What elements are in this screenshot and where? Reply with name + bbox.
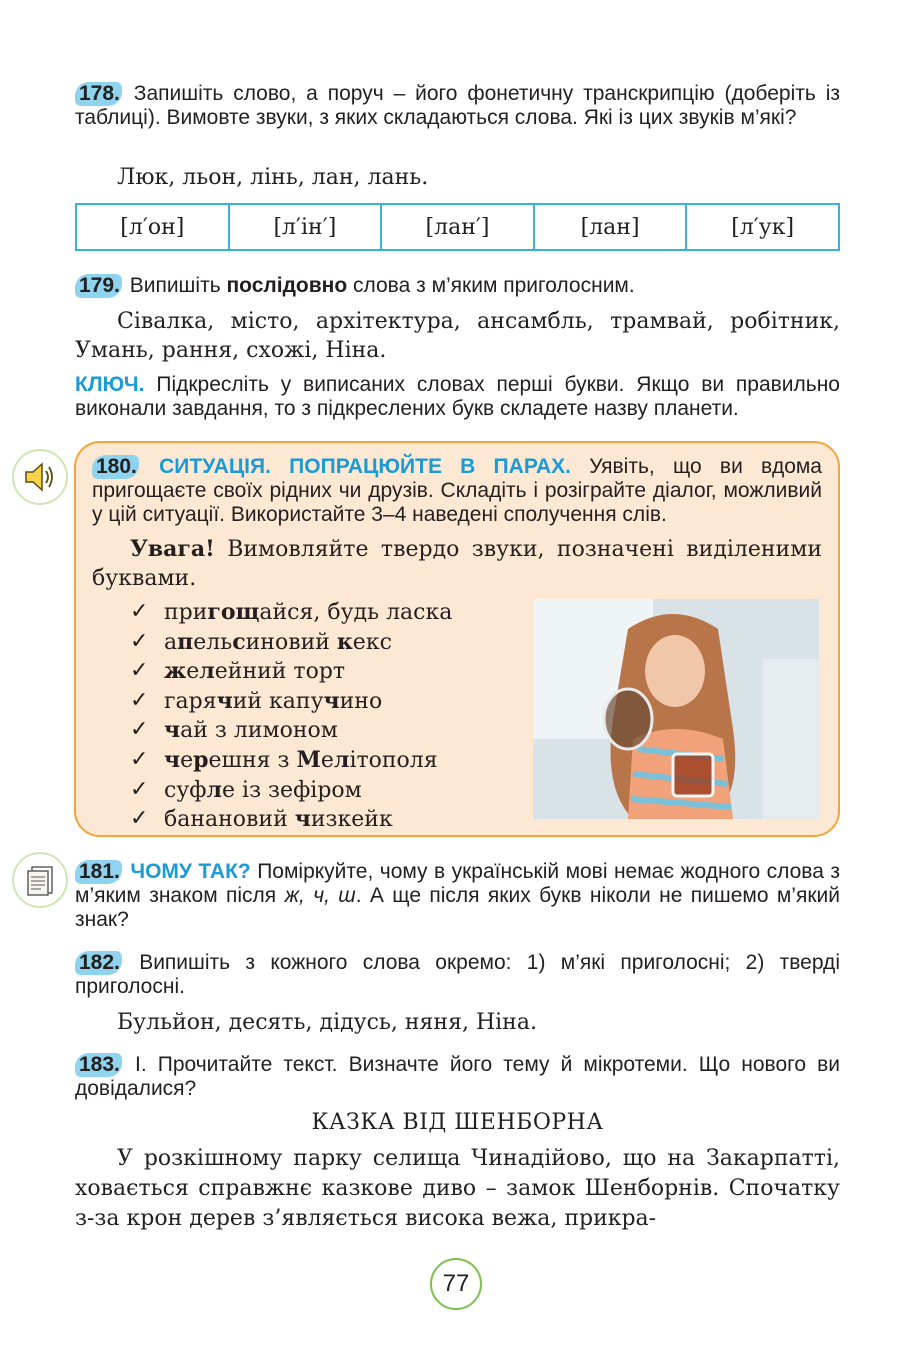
hard-letter: ч [164, 746, 181, 773]
exercise-number: 183. [75, 1053, 122, 1077]
checklist-phrase [164, 805, 393, 835]
exercise-180-task [92, 455, 822, 527]
checklist-phrase [164, 716, 338, 746]
check-icon: ✓ [130, 806, 149, 832]
checklist-item [130, 716, 452, 746]
question-label: ЧОМУ ТАК? [130, 860, 251, 883]
check-icon: ✓ [130, 687, 149, 713]
speaker-icon [12, 449, 68, 505]
phrase-part: гаря [164, 688, 217, 714]
text-title: КАЗКА ВІД ШЕНБОРНА [311, 1110, 604, 1135]
phrase-part: е із зефіром [222, 777, 362, 803]
checklist-item [130, 746, 452, 776]
checklist-item [130, 776, 452, 806]
hard-letter: ж [164, 658, 187, 685]
hard-letter: ч [323, 687, 340, 714]
hard-letter: л [333, 746, 350, 773]
hard-letter: л [206, 776, 223, 803]
task-text: Поміркуйте, чому в українській мові немає жодного слова з м’яким знаком після [75, 860, 840, 907]
checklist-item [130, 687, 452, 717]
task-text: . А ще після яких букв ніколи не пишемо м’який знак? [75, 884, 840, 931]
hard-letter: ч [164, 717, 181, 744]
attention-text: Вимовляйте твердо звуки, позначені виділеними буквами. [92, 537, 822, 591]
transcription-cell: [лан′] [382, 205, 535, 249]
exercise-179-key [75, 373, 840, 421]
checklist-phrase [164, 776, 362, 806]
check-icon: ✓ [130, 628, 149, 654]
exercise-180-attention [92, 535, 822, 593]
exercise-178-task [75, 82, 840, 130]
check-icon: ✓ [130, 746, 149, 772]
transcription-cell: [лан] [535, 205, 688, 249]
phrase-part: е [186, 659, 200, 685]
phrase-part: банановий [164, 807, 295, 833]
situation-label: СИТУАЦІЯ. ПОПРАЦЮЙТЕ В ПАРАХ. [159, 455, 571, 478]
phrase-part: суф [164, 777, 207, 803]
phrase-part: ель [193, 629, 233, 655]
hard-letter: М [296, 746, 321, 773]
hard-letter: к [336, 628, 353, 655]
phrase-part: ітополя [349, 747, 438, 773]
page-number: 77 [430, 1258, 482, 1310]
hard-letter: р [193, 746, 209, 773]
attention-label: Увага! [130, 536, 215, 562]
hard-letter: го [207, 599, 236, 625]
phrase-part: е [180, 747, 194, 773]
task-text: Випишіть з кожного слова окремо: 1) м’які приголосні; 2) тверді приголосні. [75, 951, 840, 998]
transcription-cell: [л′ук] [731, 214, 795, 240]
phrase-part: изкейк [310, 807, 393, 833]
transcription-cell: [л′он] [77, 205, 230, 249]
transcription-table [75, 203, 840, 251]
hard-letter: с [232, 628, 246, 655]
exercise-183-task [75, 1053, 840, 1101]
checklist-item [130, 657, 452, 687]
exercise-182-words: Бульйон, десять, дідусь, няня, Ніна. [117, 1010, 537, 1035]
exercise-number: 179. [75, 274, 122, 298]
phrase-part: а [164, 629, 178, 655]
task-text: Випишіть [129, 274, 221, 297]
exercise-number: 180. [92, 455, 139, 479]
phrase-part: айся, будь ласка [259, 600, 453, 625]
text-body: У розкішному парку селища Чинадійово, що на Закарпатті, ховається справжнє казкове диво – замок Шенборнів. Спочатку з-за крон дерев з’являється висока вежа, прикра- [75, 1146, 840, 1231]
task-letters: ж, ч, ш [284, 884, 356, 907]
phrase-part: при [164, 600, 208, 625]
exercise-number: 178. [75, 82, 122, 106]
checklist-phrase [164, 746, 438, 776]
phrase-part: екс [352, 629, 392, 655]
hard-letter: ч [294, 806, 311, 833]
task-text: слова з м’яким приголосним. [353, 274, 635, 297]
check-icon: ✓ [130, 599, 149, 624]
exercise-179-words: Сівалка, місто, архітектура, ансамбль, трамвай, робітник, Умань, рання, схожі, Ніна. [75, 309, 840, 363]
phrase-part: е [320, 747, 334, 773]
exercise-179-task [75, 274, 840, 298]
checklist-phrase [164, 628, 392, 658]
task-text: Запишіть слово, а поруч – його фонетичну транскрипцію (доберіть із таблиці). Вимовте звуки, з яких складаються слова. Які із цих звуків м’які? [75, 82, 840, 129]
exercise-number: 182. [75, 951, 122, 975]
phrase-part: ай з лимоном [180, 718, 338, 744]
task-emphasis: послідовно [226, 274, 348, 297]
checklist-item [130, 598, 452, 628]
hard-letter: ч [216, 687, 233, 714]
hard-letter: п [177, 628, 194, 655]
checklist-item [130, 628, 452, 658]
phrase-part: иновий [245, 629, 337, 655]
phrase-part: ешня з [208, 747, 297, 773]
check-icon: ✓ [130, 776, 149, 802]
transcription-cell: [л′ін′] [230, 205, 383, 249]
checklist-phrase [164, 687, 382, 717]
check-icon: ✓ [130, 717, 149, 743]
exercise-181-task [75, 860, 840, 932]
photo-girl-pouring-tea [533, 599, 819, 819]
checklist-item [130, 805, 452, 835]
task-text: І. Прочитайте текст. Визначте його тему й мікротеми. Що нового ви довідалися? [75, 1053, 840, 1100]
phrase-part: ино [339, 688, 383, 714]
checklist-phrase [164, 657, 345, 687]
key-text: Підкресліть у виписаних словах перші букви. Якщо ви правильно виконали завдання, то з підкреслених букв складете назву планети. [75, 373, 840, 420]
key-label: КЛЮЧ. [75, 373, 145, 396]
check-icon: ✓ [130, 658, 149, 684]
notebook-icon [12, 852, 68, 908]
phrase-part: ий капу [232, 688, 324, 714]
phrase-checklist [130, 598, 452, 835]
exercise-number: 181. [75, 860, 122, 884]
phrase-part: ейний торт [214, 659, 346, 685]
exercise-178-words: Люк, льон, лінь, лан, лань. [117, 165, 429, 190]
task-text: Уявіть, що ви вдома пригощаєте своїх рідних чи друзів. Складіть і розіграйте діалог, можливий у цій ситуації. Використайте 3–4 наведені сполучення слів. [92, 455, 822, 526]
hard-letter: л [199, 658, 215, 685]
checklist-phrase [164, 598, 452, 628]
hard-letter: щ [235, 599, 260, 625]
exercise-182-task [75, 951, 840, 999]
